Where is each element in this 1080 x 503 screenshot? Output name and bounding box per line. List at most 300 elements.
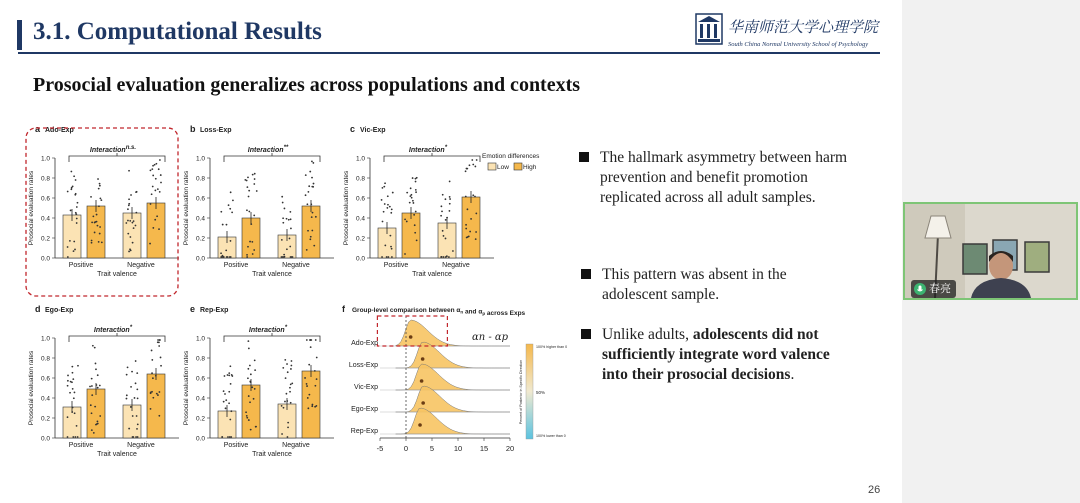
data-point xyxy=(253,398,255,400)
data-point xyxy=(96,214,98,216)
data-point xyxy=(75,179,77,181)
data-point xyxy=(67,436,69,438)
data-point xyxy=(152,227,154,229)
data-point xyxy=(72,388,74,390)
data-point xyxy=(415,181,417,183)
data-point xyxy=(475,238,477,240)
data-point xyxy=(470,218,472,220)
data-point xyxy=(133,227,135,229)
data-point xyxy=(252,253,254,255)
data-point xyxy=(74,249,76,251)
data-point xyxy=(248,211,250,213)
panel-name: Ego-Exp xyxy=(45,307,74,314)
data-point xyxy=(229,419,231,421)
data-point xyxy=(290,402,292,404)
data-point xyxy=(74,412,76,414)
data-point xyxy=(232,200,234,202)
data-point xyxy=(152,186,154,188)
y-tick-label: 0.4 xyxy=(195,215,205,223)
data-point xyxy=(67,375,69,377)
data-point xyxy=(281,433,283,435)
bullet-3-line-1: Unlike adults, adolescents did not xyxy=(602,326,819,343)
bar-pos-low xyxy=(63,215,81,258)
data-point xyxy=(229,256,231,258)
colorbar xyxy=(526,344,533,439)
data-point xyxy=(72,372,74,374)
data-point xyxy=(305,194,307,196)
data-point xyxy=(467,236,469,238)
data-point xyxy=(313,245,315,247)
x-tick-label: Positive xyxy=(383,262,409,269)
data-point xyxy=(223,256,225,258)
data-point xyxy=(70,171,72,173)
bullet-square-icon xyxy=(581,269,591,279)
data-point xyxy=(314,406,316,408)
data-point xyxy=(252,174,254,176)
data-point xyxy=(90,404,92,406)
data-point xyxy=(288,219,290,221)
data-point xyxy=(128,204,130,206)
interaction-label: Interactionn.s. xyxy=(89,145,137,154)
data-point xyxy=(409,202,411,204)
formula-label: αn - αp xyxy=(472,332,509,343)
data-point xyxy=(413,202,415,204)
data-point xyxy=(151,168,153,170)
data-point xyxy=(413,214,415,216)
data-point xyxy=(152,175,154,177)
data-point xyxy=(73,241,75,243)
data-point xyxy=(312,162,314,164)
data-point xyxy=(70,210,72,212)
data-point xyxy=(130,386,132,388)
data-point xyxy=(414,232,416,234)
y-tick-label: 0.6 xyxy=(195,375,205,383)
data-point xyxy=(137,397,139,399)
data-point xyxy=(136,388,138,390)
data-point xyxy=(286,248,288,250)
data-point xyxy=(126,374,128,376)
y-tick-label: 1.0 xyxy=(40,155,50,163)
data-point xyxy=(466,168,468,170)
significance-bracket xyxy=(224,333,320,342)
data-point xyxy=(290,218,292,220)
data-point xyxy=(415,191,417,193)
data-point xyxy=(130,406,132,408)
title-accent-bar xyxy=(17,20,22,50)
data-point xyxy=(250,373,252,375)
data-point xyxy=(128,251,130,253)
data-point xyxy=(315,216,317,218)
slide-subtitle: Prosocial evaluation generalizes across populations and contexts xyxy=(33,74,581,96)
data-point xyxy=(306,383,308,385)
data-point xyxy=(389,235,391,237)
y-tick-label: 0.0 xyxy=(40,435,50,443)
data-point xyxy=(99,415,101,417)
data-point xyxy=(446,255,448,257)
data-point xyxy=(91,240,93,242)
data-point xyxy=(415,178,417,180)
bullet-1 xyxy=(600,148,847,208)
data-point xyxy=(129,236,131,238)
data-point xyxy=(256,190,258,192)
data-point xyxy=(442,194,444,196)
data-point xyxy=(125,222,127,224)
data-point xyxy=(127,208,129,210)
data-point xyxy=(249,365,251,367)
data-point xyxy=(253,183,255,185)
data-point xyxy=(223,401,225,403)
data-point xyxy=(158,345,160,347)
panel-letter: c xyxy=(350,124,356,134)
data-point xyxy=(287,371,289,373)
data-point xyxy=(135,436,137,438)
data-point xyxy=(412,177,414,179)
data-point xyxy=(311,216,313,218)
data-point xyxy=(127,366,129,368)
data-point xyxy=(73,250,75,252)
data-point xyxy=(285,377,287,379)
data-point xyxy=(415,211,417,213)
data-point xyxy=(250,429,252,431)
data-point xyxy=(387,195,389,197)
data-point xyxy=(414,224,416,226)
data-point xyxy=(290,368,292,370)
participant-name: 春亮 xyxy=(929,282,951,295)
data-point xyxy=(316,357,318,359)
data-point xyxy=(289,391,291,393)
data-point xyxy=(290,365,292,367)
data-point xyxy=(389,206,391,208)
data-point xyxy=(75,213,77,215)
data-point xyxy=(472,164,474,166)
significance-bracket xyxy=(69,153,165,162)
data-point xyxy=(291,382,293,384)
data-point xyxy=(382,221,384,223)
data-point xyxy=(410,187,412,189)
data-point xyxy=(286,363,288,365)
data-point xyxy=(251,241,253,243)
data-point xyxy=(155,178,157,180)
data-point xyxy=(160,182,162,184)
x-axis-label: Trait valence xyxy=(412,271,452,278)
x-axis-label: Trait valence xyxy=(97,271,137,278)
interaction-label: Interaction** xyxy=(247,145,289,154)
data-point xyxy=(284,401,286,403)
panel-letter: e xyxy=(190,304,196,314)
data-point xyxy=(99,385,101,387)
y-tick-label: 1.0 xyxy=(195,335,205,343)
data-point xyxy=(248,348,250,350)
data-point xyxy=(312,404,314,406)
data-point xyxy=(284,256,286,258)
bullet-2-line-2: adolescent sample. xyxy=(602,286,720,303)
posterior-mean-point xyxy=(421,357,425,361)
data-point xyxy=(91,222,93,224)
page-number: 26 xyxy=(868,484,881,496)
data-point xyxy=(449,210,451,212)
data-point xyxy=(133,220,135,222)
data-point xyxy=(131,371,133,373)
x-tick-label: Positive xyxy=(223,262,249,269)
panel-letter: a xyxy=(35,124,41,134)
data-point xyxy=(247,177,249,179)
data-point xyxy=(151,372,153,374)
data-point xyxy=(411,194,413,196)
data-point xyxy=(254,178,256,180)
interaction-label: Interaction* xyxy=(93,325,133,334)
data-point xyxy=(382,187,384,189)
data-point xyxy=(70,381,72,383)
data-point xyxy=(383,211,385,213)
data-point xyxy=(282,217,284,219)
legend-swatch-high xyxy=(514,163,522,170)
data-point xyxy=(98,188,100,190)
data-point xyxy=(230,191,232,193)
data-point xyxy=(248,419,250,421)
data-point xyxy=(89,386,91,388)
data-point xyxy=(224,375,226,377)
data-point xyxy=(154,164,156,166)
data-point xyxy=(67,191,69,193)
x-tick-label: 10 xyxy=(453,444,463,453)
data-point xyxy=(72,185,74,187)
data-point xyxy=(156,215,158,217)
data-point xyxy=(386,256,388,258)
x-tick-label: 0 xyxy=(403,444,409,453)
interaction-label: Interaction* xyxy=(408,145,448,154)
data-point xyxy=(157,188,159,190)
data-point xyxy=(440,215,442,217)
data-point xyxy=(69,240,71,242)
data-point xyxy=(76,218,78,220)
data-point xyxy=(281,405,283,407)
data-point xyxy=(158,415,160,417)
data-point xyxy=(151,391,153,393)
data-point xyxy=(91,385,93,387)
data-point xyxy=(309,238,311,240)
data-point xyxy=(72,436,74,438)
data-point xyxy=(95,424,97,426)
data-point xyxy=(474,196,476,198)
data-point xyxy=(246,186,248,188)
data-point xyxy=(289,211,291,213)
row-label-ego-exp: Ego-Exp xyxy=(351,406,378,413)
data-point xyxy=(227,256,229,258)
data-point xyxy=(160,357,162,359)
data-point xyxy=(383,186,385,188)
data-point xyxy=(289,387,291,389)
data-point xyxy=(225,249,227,251)
data-point xyxy=(308,394,310,396)
y-tick-label: 0.0 xyxy=(195,255,205,263)
data-point xyxy=(251,386,253,388)
data-point xyxy=(475,231,477,233)
data-point xyxy=(230,383,232,385)
data-point xyxy=(91,412,93,414)
participant-name-tag xyxy=(911,280,956,298)
data-point xyxy=(315,339,317,341)
legend-label-low: Low xyxy=(497,164,509,171)
data-point xyxy=(221,436,223,438)
bullet-3-line-2: sufficiently integrate word valence xyxy=(602,346,830,363)
y-tick-label: 1.0 xyxy=(195,155,205,163)
data-point xyxy=(415,189,417,191)
data-point xyxy=(77,202,79,204)
data-point xyxy=(136,372,138,374)
data-point xyxy=(250,223,252,225)
data-point xyxy=(130,194,132,196)
data-point xyxy=(406,192,408,194)
data-point xyxy=(76,222,78,224)
data-point xyxy=(246,254,248,256)
data-point xyxy=(129,248,131,250)
data-point xyxy=(222,224,224,226)
data-point xyxy=(289,238,291,240)
x-axis-label: Trait valence xyxy=(97,451,137,458)
participant-video-tile[interactable] xyxy=(903,202,1078,300)
data-point xyxy=(290,383,292,385)
data-point xyxy=(97,387,99,389)
data-point xyxy=(246,209,248,211)
bullet-1-line-1: The hallmark asymmetry between harm xyxy=(600,149,848,166)
logo-english-text: South China Normal University School of Psychology xyxy=(728,41,869,48)
data-point xyxy=(135,212,137,214)
data-point xyxy=(95,363,97,365)
data-point xyxy=(387,256,389,258)
data-point xyxy=(91,394,93,396)
data-point xyxy=(96,221,98,223)
data-point xyxy=(445,198,447,200)
significance-bracket xyxy=(224,153,320,162)
colorbar-top-label: 100% higher than 0 xyxy=(536,345,568,349)
data-point xyxy=(158,228,160,230)
data-point xyxy=(449,198,451,200)
data-point xyxy=(306,203,308,205)
data-point xyxy=(440,205,442,207)
data-point xyxy=(159,191,161,193)
bullet-3-line-3: into their prosocial decisions. xyxy=(602,366,795,383)
data-point xyxy=(476,159,478,161)
title-underline xyxy=(18,52,880,54)
data-point xyxy=(472,194,474,196)
y-tick-label: 0.8 xyxy=(40,355,50,363)
slide-title: 3.1. Computational Results xyxy=(33,18,322,45)
posterior-mean-point xyxy=(420,379,424,383)
data-point xyxy=(160,174,162,176)
data-point xyxy=(469,231,471,233)
data-point xyxy=(227,436,229,438)
data-point xyxy=(308,364,310,366)
data-point xyxy=(445,238,447,240)
data-point xyxy=(152,165,154,167)
data-point xyxy=(467,208,469,210)
data-point xyxy=(229,208,231,210)
x-tick-label: Negative xyxy=(282,442,310,449)
data-point xyxy=(136,428,138,430)
x-tick-label: Positive xyxy=(223,442,249,449)
data-point xyxy=(449,196,451,198)
data-point xyxy=(224,393,226,395)
data-point xyxy=(67,385,69,387)
bullet-1-line-3: replicated across all adult samples. xyxy=(600,189,816,206)
microphone-icon xyxy=(914,283,926,295)
data-point xyxy=(128,170,130,172)
data-point xyxy=(151,350,153,352)
data-point xyxy=(248,395,250,397)
data-point xyxy=(248,196,250,198)
data-point xyxy=(469,164,471,166)
data-point xyxy=(221,256,223,258)
data-point xyxy=(226,224,228,226)
bar-neg-high xyxy=(147,203,165,258)
results-figure xyxy=(20,118,568,470)
data-point xyxy=(228,372,230,374)
y-tick-label: 0.2 xyxy=(195,235,205,243)
y-axis-label: Prosocial evaluation rates xyxy=(183,350,190,426)
data-point xyxy=(136,191,138,193)
data-point xyxy=(253,215,255,217)
data-point xyxy=(311,177,313,179)
data-point xyxy=(97,423,99,425)
data-point xyxy=(307,407,309,409)
data-point xyxy=(93,432,95,434)
x-tick-label: Negative xyxy=(442,262,470,269)
data-point xyxy=(465,224,467,226)
data-point xyxy=(313,183,315,185)
significance-bracket xyxy=(69,333,165,342)
data-point xyxy=(291,256,293,258)
data-point xyxy=(307,191,309,193)
data-point xyxy=(386,207,388,209)
row-label-rep-exp: Rep-Exp xyxy=(350,428,378,435)
data-point xyxy=(126,398,128,400)
colorbar-axis-label: Percent of Posterior in Specific Direction xyxy=(519,359,523,425)
y-tick-label: 0.8 xyxy=(40,175,50,183)
data-point xyxy=(152,397,154,399)
data-point xyxy=(230,410,232,412)
data-point xyxy=(231,374,233,376)
data-point xyxy=(75,193,77,195)
data-point xyxy=(77,365,79,367)
data-point xyxy=(227,374,229,376)
data-point xyxy=(311,405,313,407)
data-point xyxy=(440,256,442,258)
data-point xyxy=(94,232,96,234)
data-point xyxy=(248,190,250,192)
data-point xyxy=(281,239,283,241)
row-label-loss-exp: Loss-Exp xyxy=(348,362,378,369)
interaction-label: Interaction* xyxy=(248,325,288,334)
data-point xyxy=(246,417,248,419)
data-point xyxy=(97,178,99,180)
x-tick-label: -5 xyxy=(376,444,384,453)
data-point xyxy=(94,406,96,408)
data-point xyxy=(474,166,476,168)
data-point xyxy=(465,228,467,230)
y-axis-label: Prosocial evaluation rates xyxy=(183,170,190,246)
data-point xyxy=(127,233,129,235)
data-point xyxy=(316,378,318,380)
data-point xyxy=(390,212,392,214)
data-point xyxy=(158,168,160,170)
data-point xyxy=(73,397,75,399)
data-point xyxy=(99,185,101,187)
bullet-square-icon xyxy=(581,329,591,339)
data-point xyxy=(150,203,152,205)
bar-neg-low xyxy=(123,213,141,258)
x-tick-label: 15 xyxy=(479,444,489,453)
data-point xyxy=(412,200,414,202)
